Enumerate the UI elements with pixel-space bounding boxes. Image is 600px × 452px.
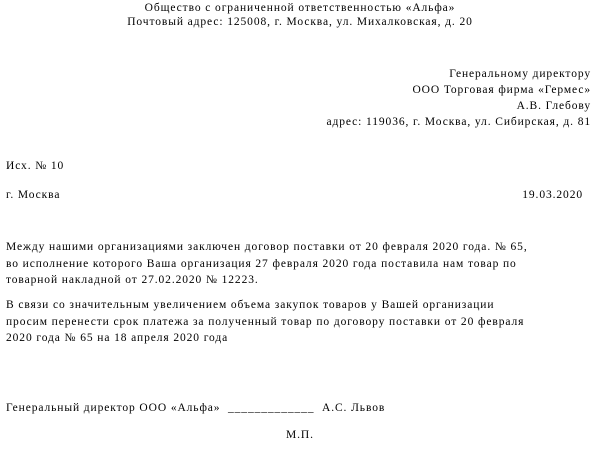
paragraph-line: товарной накладной от 27.02.2020 № 12223. [6, 274, 259, 286]
outgoing-ref-number: Исх. № 10 [6, 160, 65, 172]
paragraph-line: во исполнение которого Ваша организация 27 февраля 2020 года поставила нам товар по [6, 257, 517, 270]
recipient-position: Генеральному директору [449, 68, 591, 80]
recipient-person: А.В. Глебову [516, 100, 591, 112]
stamp-place: М.П. [286, 429, 314, 441]
paragraph-line: просим перенести срок платежа за полученный товар по договору поставки от 20 февраля [6, 315, 525, 328]
paragraph-line: 2020 года № 65 на 18 апреля 2020 года [6, 332, 229, 344]
body-paragraph-2 [6, 297, 596, 347]
letter-city: г. Москва [6, 189, 61, 201]
recipient-company: ООО Торговая фирма «Гермес» [412, 84, 591, 96]
signature-line: Генеральный директор ООО «Альфа» _____________ А.С. Львов [6, 402, 386, 414]
sender-org-name: Общество с ограниченной ответственностью «Альфа» [144, 2, 456, 14]
paragraph-line: Между нашими организациями заключен договор поставки от 20 февраля 2020 года. № 65, [6, 241, 528, 253]
paragraph-line: В связи со значительным увеличением объема закупок товаров у Вашей организации [6, 299, 495, 311]
recipient-address: адрес: 119036, г. Москва, ул. Сибирская, д. 81 [326, 116, 591, 128]
sender-postal-address: Почтовый адрес: 125008, г. Москва, ул. Михалковская, д. 20 [127, 16, 473, 28]
body-paragraph-1 [6, 239, 596, 289]
letter-date: 19.03.2020 [522, 189, 583, 201]
